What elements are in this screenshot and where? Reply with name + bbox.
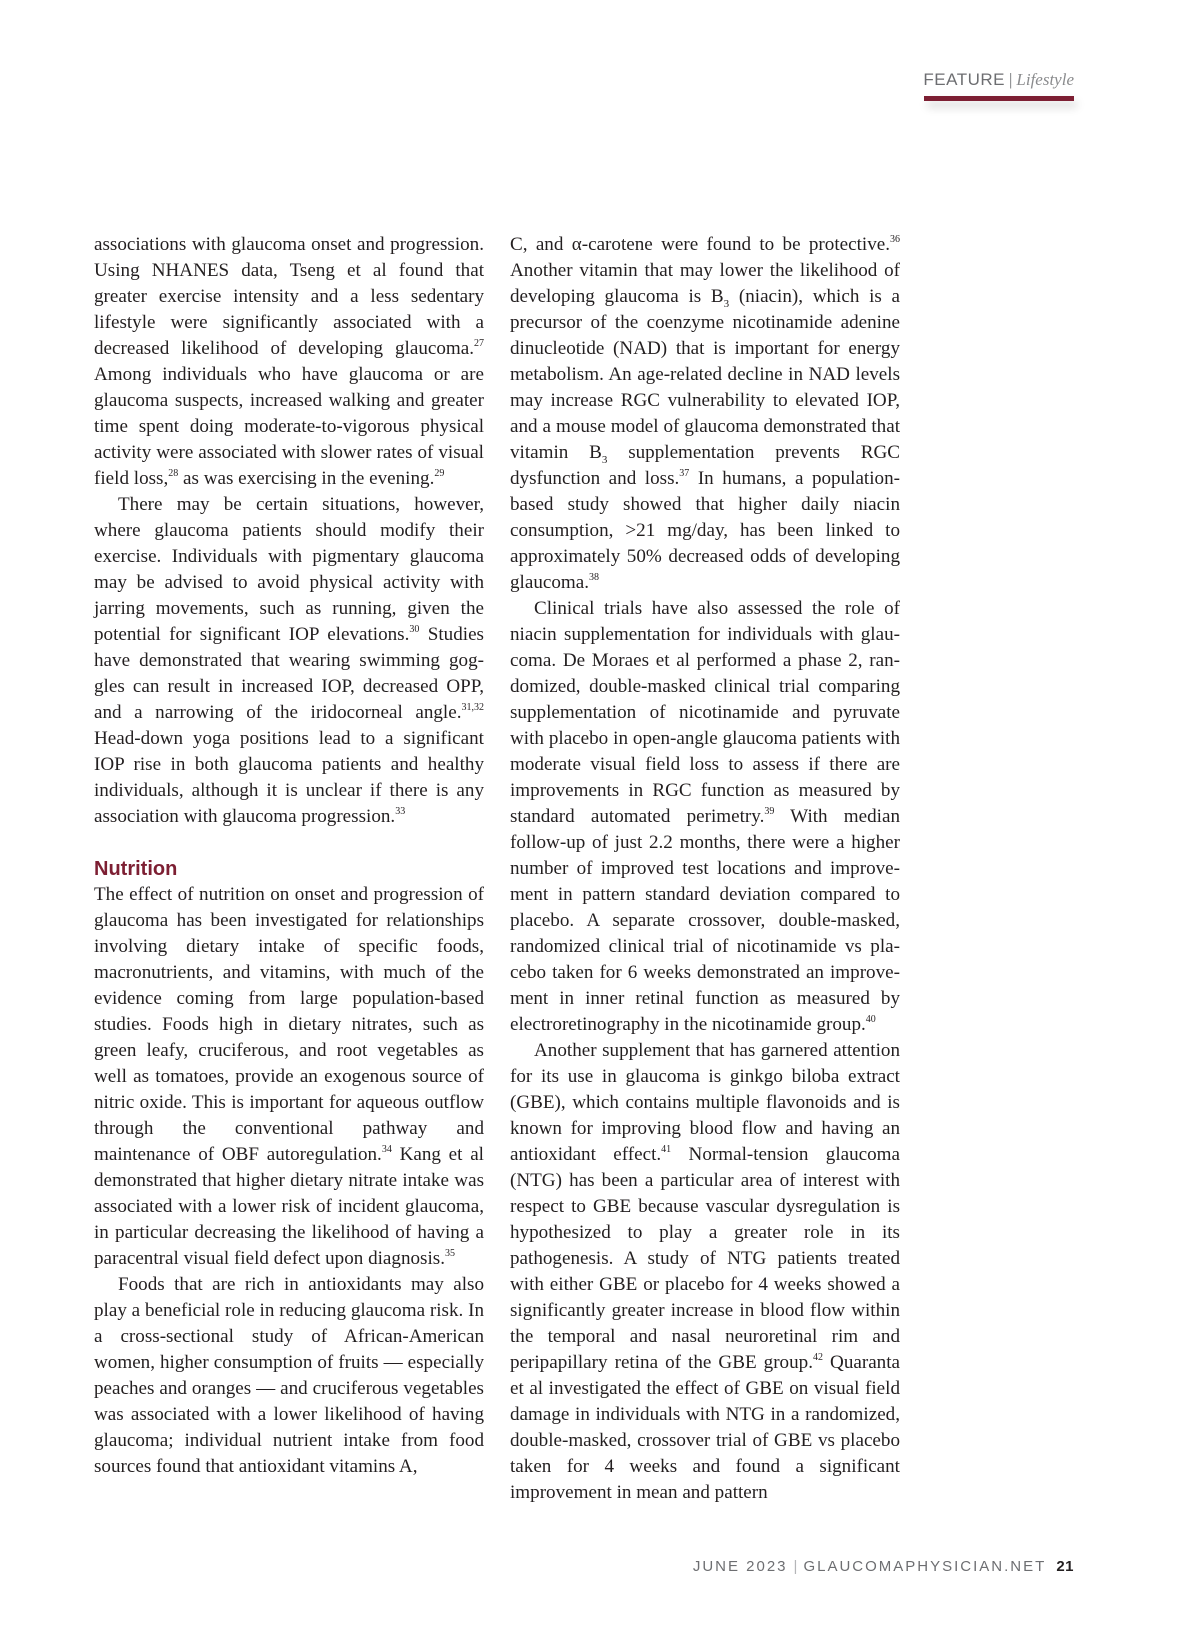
citation: 36: [890, 233, 900, 245]
subscript: 3: [723, 297, 730, 310]
text: C, and α-carotene were found to be protective.: [510, 234, 890, 255]
left-column: [94, 232, 484, 1480]
paragraph: [94, 1272, 484, 1480]
right-column: [510, 232, 900, 1506]
citation: 27: [474, 337, 484, 349]
issue-date: JUNE 2023: [692, 1558, 788, 1575]
paragraph: [510, 596, 900, 1038]
citation: 28: [168, 467, 179, 479]
citation: 29: [434, 467, 445, 479]
page-number: 21: [1056, 1558, 1074, 1575]
text: Head-down yoga positions lead to a significant IOP rise in both glaucoma patients and healthy individuals, although it is unclear if there is any association with glaucoma progression.: [94, 728, 484, 827]
text: Another vitamin that may lower the likelihood of developing glaucoma is B: [510, 260, 900, 307]
paragraph: [510, 232, 900, 596]
citation: 42: [812, 1351, 823, 1363]
running-header: [923, 70, 1074, 90]
paragraph: [94, 882, 484, 1272]
text: There may be certain situations, however, where glaucoma patients should modify their exercise. Individuals with pigmentary glaucoma may be advised to avoid physical activity with jarring movements, such as running, given the potential for significant IOP elevations.: [94, 494, 484, 645]
section-heading-nutrition: Nutrition: [94, 858, 178, 880]
citation: 35: [445, 1247, 455, 1259]
citation: 33: [395, 805, 406, 817]
text: (niacin), which is a precursor of the coenzyme nicotinamide adenine dinucleotide (NAD) that is important for energy metabolism. An age-related decline in NAD levels may increase RGC vulnerability to elevated IOP, and a mouse model of glaucoma demonstrated that vitamin B: [510, 286, 900, 463]
citation: 30: [409, 623, 420, 635]
subsection-label: Lifestyle: [1016, 70, 1074, 89]
citation: 31,32: [461, 701, 484, 713]
header-rule: [924, 96, 1074, 101]
citation: 38: [589, 571, 599, 583]
text: The effect of nutrition on onset and progression of glaucoma has been investigated for relationships involving dietary intake of specific foods, macronutrients, and vitamins, with much of the evidence coming from large population-based studies. Foods high in dietary nitrates, such as green leafy, cruciferous, and root vegetables as well as tomatoes, provide an exogenous source of nitric oxide. This is important for aqueous outflow through the conventional pathway and maintenance of OBF autoregulation.: [94, 884, 484, 1165]
citation: 34: [381, 1143, 392, 1155]
text: Quaranta et al investigated the effect of GBE on visual field damage in individuals with NTG in a randomized, double-masked, crossover trial of GBE vs placebo taken for 4 weeks and found a significant improvement in mean and pattern: [510, 1352, 900, 1503]
citation: 39: [764, 805, 775, 817]
citation: 37: [679, 467, 690, 479]
text: Kang et al demonstrated that higher dietary nitrate intake was associated with a lower risk of incident glaucoma, in particular decreasing the likelihood of having a paracentral visual field defect upon diagnosis.: [94, 1144, 484, 1269]
citation: 41: [661, 1143, 672, 1155]
text: Studies have demonstrated that wearing swimming goggles can result in increased IOP, decreased OPP, and a narrowing of the iridocorneal angle.: [94, 624, 484, 723]
paragraph: [94, 232, 484, 492]
text: With median follow-up of just 2.2 months, there were a higher number of improved test locations and improvement in pattern standard deviation compared to placebo. A separate crossover, double-masked, randomized clinical trial of nicotinamide vs placebo taken for 6 weeks demonstrated an improvement in inner retinal function as measured by electroretinography in the nicotinamide group.: [510, 806, 900, 1035]
text: Foods that are rich in antioxidants may also play a beneficial role in reducing glaucoma risk. In a cross-sectional study of African-American women, higher consumption of fruits — especially peaches and oranges — and cruciferous vegetables was associated with a lower likelihood of having glaucoma; individual nutrient intake from food sources found that antioxidant vitamins A,: [94, 1274, 484, 1477]
text: Among individuals who have glaucoma or are glaucoma suspects, increased walking and greater time spent doing moderate-to-vigorous physical activity were associated with slower rates of visual field loss,: [94, 364, 484, 489]
site-name: GLAUCOMAPHYSICIAN.NET: [803, 1558, 1047, 1575]
text: Normal-tension glaucoma (NTG) has been a particular area of interest with respect to GBE because vascular dysregulation is hypothesized to play a greater role in its pathogenesis. A study of NTG patients treated with either GBE or placebo for 4 weeks showed a significantly greater increase in blood flow within the temporal and nasal neuroretinal rim and peripapillary retina of the GBE group.: [510, 1144, 900, 1373]
subscript: 3: [601, 453, 608, 466]
paragraph: [510, 1038, 900, 1506]
text: Another supplement that has garnered attention for its use in glaucoma is ginkgo biloba extract (GBE), which contains multiple flavonoids and is known for improving blood flow and having an antioxidant effect.: [510, 1040, 900, 1165]
text: associations with glaucoma onset and progression. Using NHANES data, Tseng et al found that greater exercise intensity and a less sedentary lifestyle were significantly associated with a decreased likelihood of developing glaucoma.: [94, 234, 484, 359]
section-label: FEATURE: [923, 70, 1005, 89]
text: In humans, a population-based study showed that higher daily niacin consumption, >21 mg/day, has been linked to approximately 50% decreased odds of developing glaucoma.: [510, 468, 900, 593]
text: supplementation prevents RGC dysfunction and loss.: [510, 442, 900, 489]
running-footer: [693, 1557, 1074, 1577]
header-separator: |: [1008, 70, 1013, 89]
footer-separator: |: [793, 1558, 798, 1575]
text: Clinical trials have also assessed the role of niacin supplementation for individuals with glaucoma. De Moraes et al performed a phase 2, randomized, double-masked clinical trial comparing supplementation of nicotinamide and pyruvate with placebo in open-angle glaucoma patients with moderate visual field loss to assess if there are improvements in RGC function as measured by standard automated perimetry.: [510, 598, 900, 827]
paragraph: [94, 492, 484, 830]
text: as was exercising in the evening.: [178, 468, 435, 489]
citation: 40: [865, 1013, 876, 1025]
